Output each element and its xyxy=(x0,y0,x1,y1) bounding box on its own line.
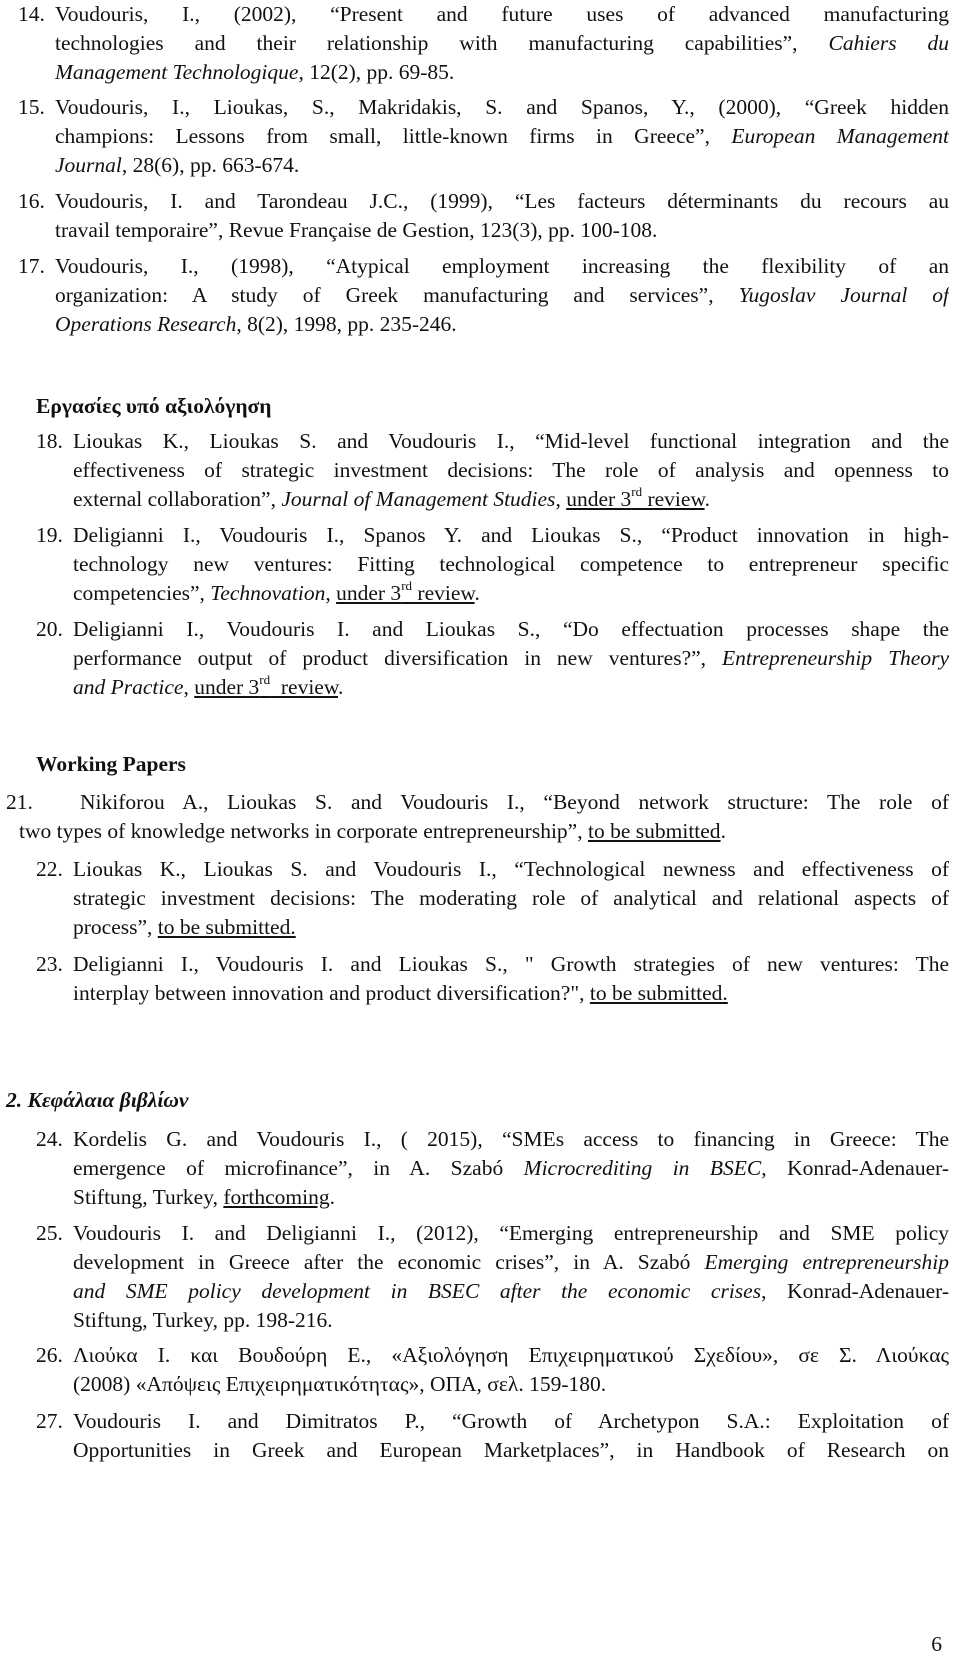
submission-status: to be submitted. xyxy=(589,981,728,1005)
reference-entry: 15. Voudouris, I., Lioukas, S., Makridakis, S. and Spanos, Y., (2000), “Greek hidden champions: Lessons from small, little-known firms in Greece”, European Management Journal, 28(6), pp. 663-674. xyxy=(18,95,949,177)
entry-text: Voudouris, I., (2002), “Present and future uses of advanced manufacturing xyxy=(55,2,949,26)
publication-status: forthcoming xyxy=(223,1185,330,1209)
entry-number: 21. xyxy=(6,790,33,814)
entry-number: 27. xyxy=(36,1409,63,1433)
entry-text: Kordelis G. and Voudouris I., ( 2015), “SMEs access to financing in Greece: The xyxy=(73,1127,949,1151)
submission-status: to be submitted xyxy=(587,819,721,843)
entry-number: 20. xyxy=(36,617,63,641)
reference-entry xyxy=(18,187,949,245)
section-heading-under-review: Εργασίες υπό αξιολόγηση xyxy=(36,394,272,418)
entry-text: Voudouris I. and Dimitratos P., “Growth of Archetypon S.A.: Exploitation of xyxy=(73,1409,949,1433)
submission-status: to be submitted. xyxy=(157,915,296,939)
reference-entry: 17. Voudouris, I., (1998), “Atypical employment increasing the flexibility of an organization: A study of Greek manufacturing and services”, Yugoslav Journal of Operations Research, 8(2), 1998, pp. 235-246. xyxy=(18,254,949,336)
entry-text: Lioukas K., Lioukas S. and Voudouris I., “Mid-level functional integration and the xyxy=(73,429,949,453)
reference-entry: 18. Lioukas K., Lioukas S. and Voudouris I., “Mid-level functional integration and the effectiveness of strategic investment decisions: The role of analysis and openness to external collaboration”, Journal of Management Studies, under 3rd review. xyxy=(36,429,949,511)
reference-entry: 19. Deligianni I., Voudouris I., Spanos Y. and Lioukas S., “Product innovation in high- technology new ventures: Fitting technological competence to entrepreneur specific competencies”, Technovation, under 3rd review. xyxy=(36,523,949,605)
entry-number: 26. xyxy=(36,1343,63,1367)
entry-text: Voudouris, I., (1998), “Atypical employment increasing the flexibility of an xyxy=(55,254,949,278)
reference-entry xyxy=(36,1341,949,1399)
reference-entry: 22. Lioukas K., Lioukas S. and Voudouris I., “Technological newness and effectiveness of strategic investment decisions: The moderating role of analytical and relational aspects of process”, to be submitted. xyxy=(36,857,949,939)
entry-text: Stiftung, Turkey, pp. 198-216. xyxy=(73,1308,333,1332)
reference-entry: 24. Kordelis G. and Voudouris I., ( 2015), “SMEs access to financing in Greece: The emergence of microfinance”, in A. Szabó Microcrediting in BSEC, Konrad-Adenauer- Stiftung, Turkey, forthcoming. xyxy=(36,1127,949,1209)
section-heading-book-chapters: 2. Κεφάλαια βιβλίων xyxy=(6,1088,189,1112)
entry-text: Nikiforou A., Lioukas S. and Voudouris I., “Beyond network structure: The role of xyxy=(80,790,949,814)
reference-entry xyxy=(36,1407,949,1465)
entry-number: 19. xyxy=(36,523,63,547)
entry-text: Deligianni I., Voudouris I. and Lioukas S., “Do effectuation processes shape the xyxy=(73,617,949,641)
entry-text: Opportunities in Greek and European Marketplaces”, in Handbook of Research on xyxy=(73,1438,949,1462)
journal-name: Journal of Management Studies xyxy=(281,487,556,511)
entry-text: (2008) «Απόψεις Επιχειρηματικότητας», ΟΠΑ, σελ. 159-180. xyxy=(73,1372,607,1396)
review-status: under 3rd review xyxy=(336,577,475,605)
entry-text: Lioukas K., Lioukas S. and Voudouris I., “Technological newness and effectiveness of xyxy=(73,857,949,881)
entry-text: Voudouris, I., Lioukas, S., Makridakis, S. and Spanos, Y., (2000), “Greek hidden xyxy=(55,95,949,119)
entry-number: 22. xyxy=(36,857,63,881)
journal-name: Operations Research xyxy=(55,312,237,336)
entry-text: Voudouris, I. and Tarondeau J.C., (1999), “Les facteurs déterminants du recours au xyxy=(55,189,949,213)
entry-number: 18. xyxy=(36,429,63,453)
entry-number: 23. xyxy=(36,952,63,976)
entry-number: 24. xyxy=(36,1127,63,1151)
review-status: under 3rd review xyxy=(194,671,338,699)
reference-entry: 14. Voudouris, I., (2002), “Present and future uses of advanced manufacturing technologies and their relationship with manufacturing capabilities”, Cahiers du Management Technologique, 12(2), pp. 69-85. xyxy=(18,2,949,84)
reference-entry: 25. Voudouris I. and Deligianni I., (2012), “Emerging entrepreneurship and SME policy development in Greece after the economic crises”, in A. Szabó Emerging entrepreneurship and SME policy development in BSEC after the economic crises, Konrad-Adenauer- Stiftung, Turkey, pp. 198-216. xyxy=(36,1219,949,1335)
reference-entry: 21. Nikiforou A., Lioukas S. and Voudouris I., “Beyond network structure: The role of two types of knowledge networks in corporate entrepreneurship”, to be submitted. xyxy=(6,790,949,843)
journal-name: Technovation xyxy=(210,581,326,605)
entry-text: effectiveness of strategic investment decisions: The role of analysis and openness to xyxy=(73,458,949,482)
reference-entry: 23. Deligianni I., Voudouris I. and Lioukas S., " Growth strategies of new ventures: The interplay between innovation and product diversification?", to be submitted. xyxy=(36,952,949,1005)
reference-entry: 20. Deligianni I., Voudouris I. and Lioukas S., “Do effectuation processes shape the performance output of product diversification in new ventures?”, Entrepreneurship Theory and Practice, under 3rd review. xyxy=(36,617,949,699)
entry-number: 15. xyxy=(18,95,45,119)
entry-text: technology new ventures: Fitting technological competence to entrepreneur specific xyxy=(73,552,949,576)
entry-number: 14. xyxy=(18,2,45,26)
entry-number: 16. xyxy=(18,189,45,213)
entry-number: 25. xyxy=(36,1221,63,1245)
entry-text: Deligianni I., Voudouris I., Spanos Y. and Lioukas S., “Product innovation in high- xyxy=(73,523,949,547)
page-number: 6 xyxy=(931,1632,942,1656)
entry-text: Voudouris I. and Deligianni I., (2012), “Emerging entrepreneurship and SME policy xyxy=(73,1221,949,1245)
review-status: under 3rd review xyxy=(566,483,705,511)
entry-text: Λιούκα Ι. και Βουδούρη Ε., «Αξιολόγηση Επιχειρηματικού Σχεδίου», σε Σ. Λιούκας xyxy=(73,1343,949,1367)
section-heading-working-papers: Working Papers xyxy=(36,752,186,776)
journal-name: Management Technologique xyxy=(55,60,299,84)
entry-text: travail temporaire”, Revue Française de Gestion, 123(3), pp. 100-108. xyxy=(55,218,658,242)
entry-text: technologies and their relationship with manufacturing capabilities”, Cahiers du xyxy=(55,31,949,55)
entry-number: 17. xyxy=(18,254,45,278)
entry-text: strategic investment decisions: The moderating role of analytical and relational aspects of xyxy=(73,886,949,910)
entry-text: Deligianni I., Voudouris I. and Lioukas S., " Growth strategies of new ventures: The xyxy=(73,952,949,976)
journal-name: Journal xyxy=(55,153,122,177)
journal-name: and Practice xyxy=(73,675,184,699)
